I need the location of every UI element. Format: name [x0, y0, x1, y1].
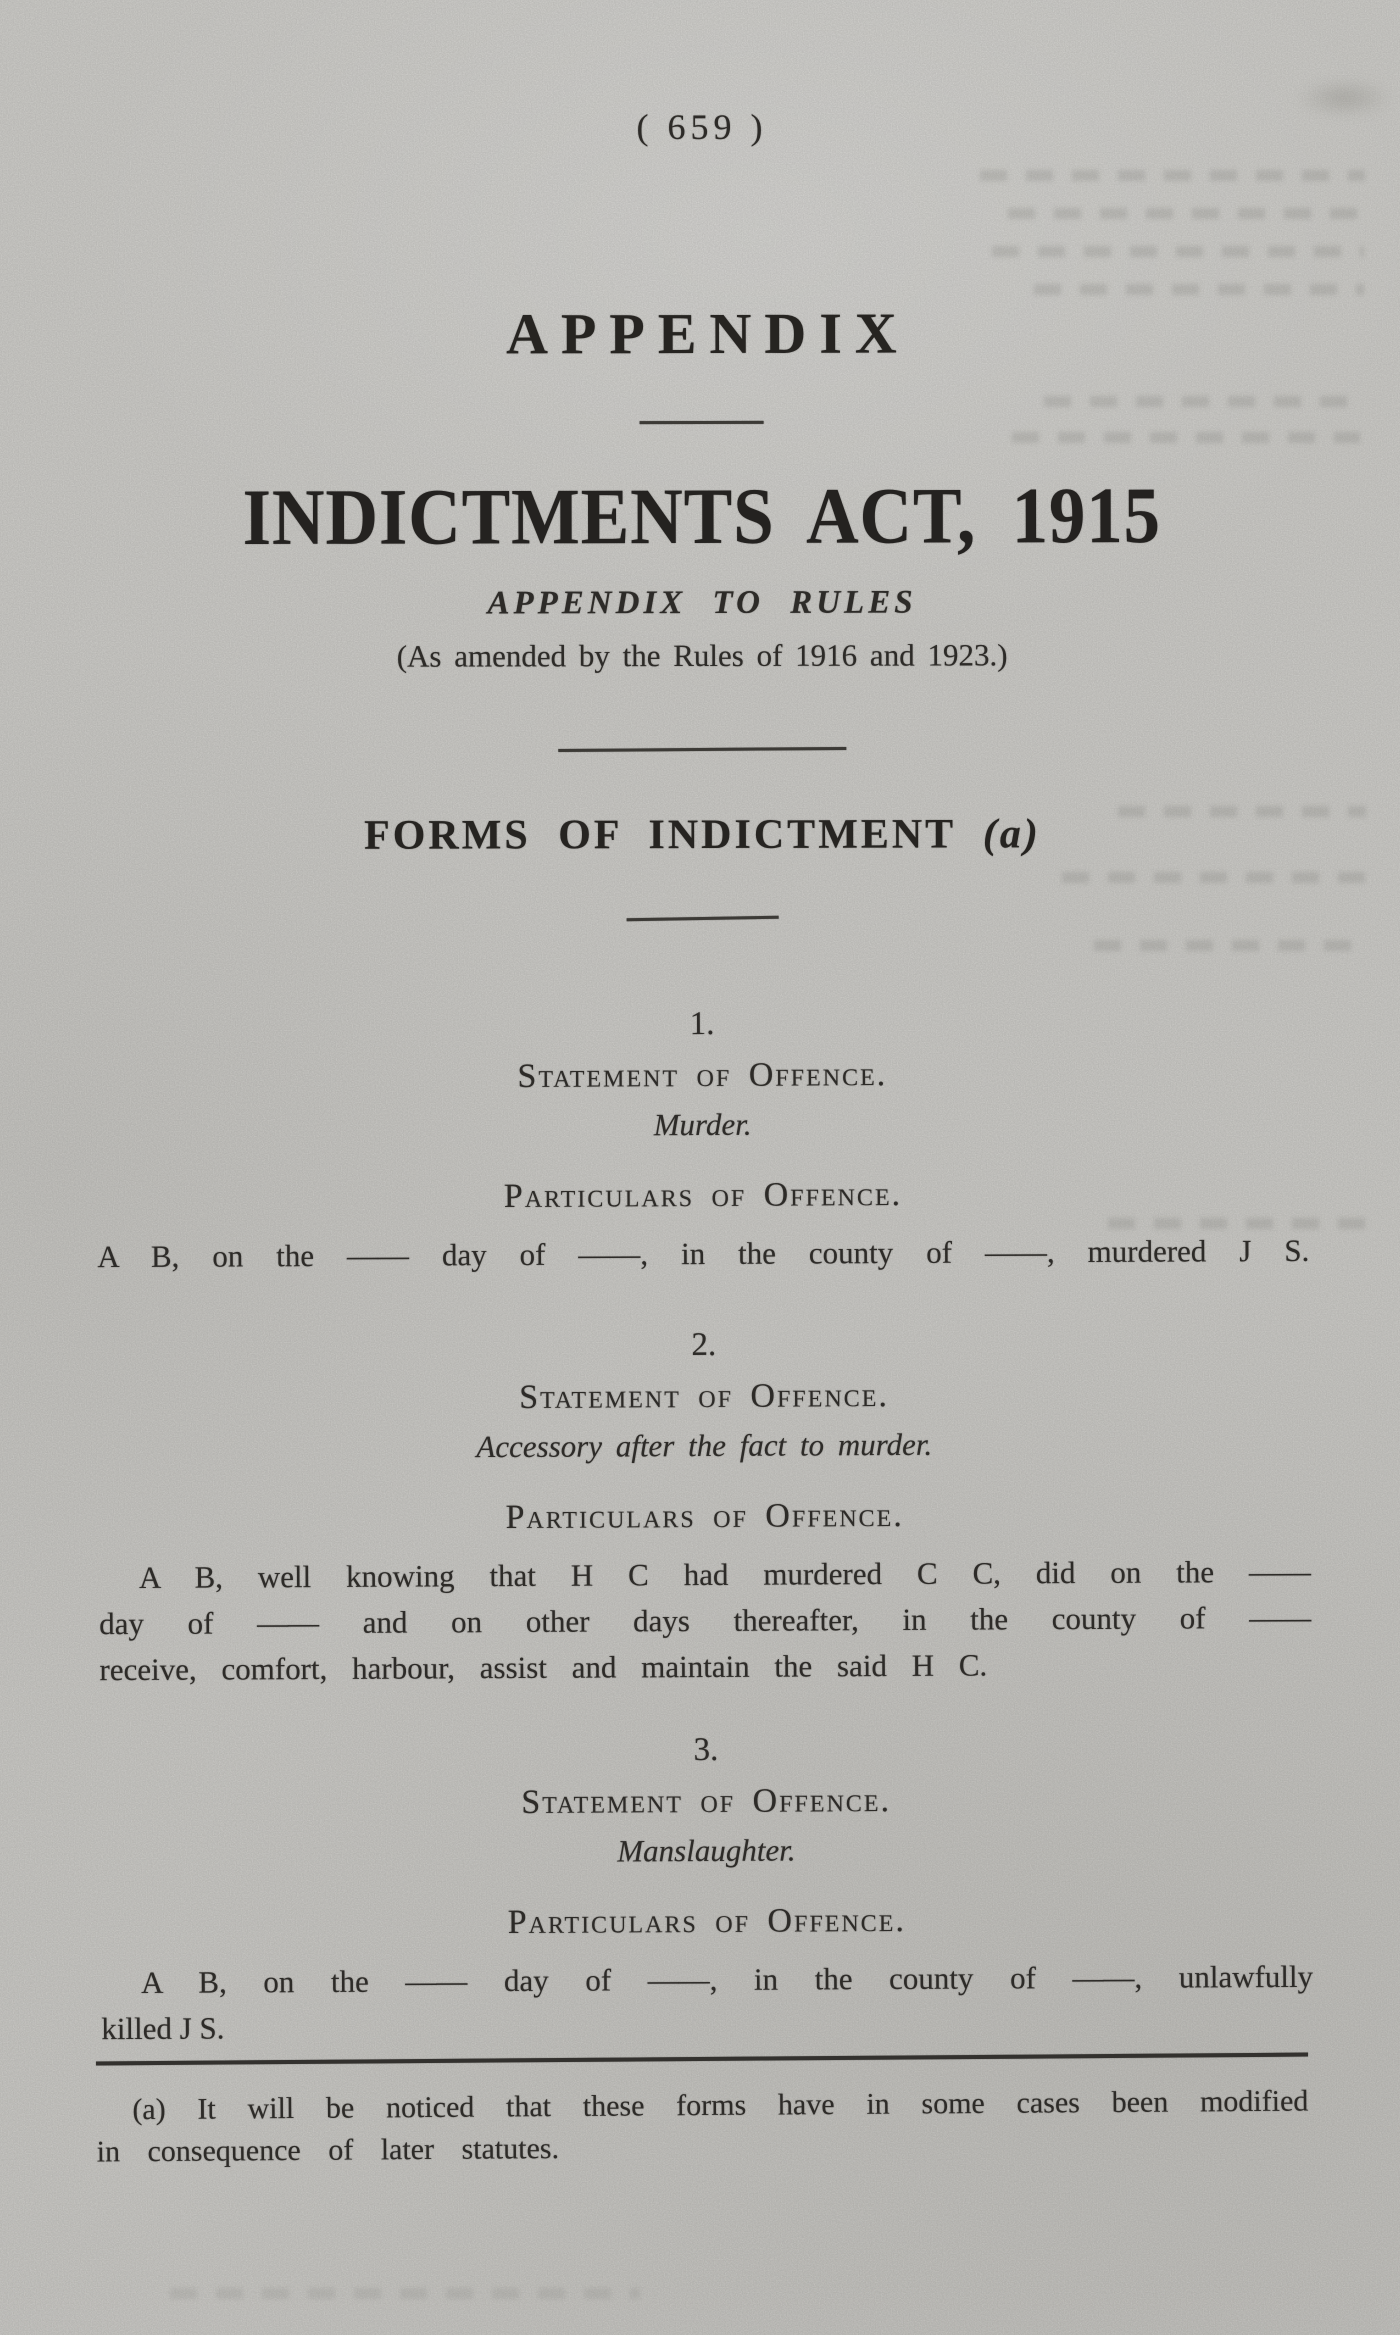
- footnote-separator-rule: [96, 2053, 1308, 2066]
- indictment-form-1: [96, 1003, 1309, 1280]
- particulars-line: killed J S.: [101, 2010, 225, 2047]
- particulars-of-offence-label: Particulars of Offence.: [503, 1175, 903, 1216]
- offence-name: Murder.: [653, 1106, 752, 1143]
- divider-rule: [627, 916, 779, 921]
- particulars-line: A B, on the —— day of ——, in the county of ——, murdered J S.: [97, 1232, 1310, 1275]
- forms-of-indictment-heading: [96, 810, 1308, 861]
- amendment-note: (As amended by the Rules of 1916 and 1923.): [396, 637, 1008, 674]
- indictment-form-3: [100, 1729, 1314, 2052]
- forms-list: [96, 1003, 1313, 2052]
- footnote-text: [96, 2081, 1309, 2174]
- particulars-line: receive, comfort, harbour, assist and maintain the said H C.: [99, 1647, 988, 1688]
- footnote-marker: (a): [982, 811, 1041, 858]
- particulars-text: [101, 1954, 1313, 2052]
- bleed-through-ghost: [170, 2288, 640, 2299]
- footnote-line: in consequence of later statutes.: [96, 2132, 560, 2169]
- page-header-block: [95, 299, 1308, 922]
- section-number: 2.: [691, 1326, 717, 1364]
- particulars-of-offence-label: Particulars of Offence.: [505, 1496, 904, 1537]
- divider-rule: [640, 421, 764, 424]
- particulars-line: A B, on the —— day of ——, in the county of ——, unlawfully: [141, 1958, 1314, 2000]
- appendix-to-rules-subtitle: APPENDIX TO RULES: [487, 584, 917, 622]
- appendix-heading: APPENDIX: [506, 300, 910, 367]
- particulars-line: day of —— and on other days thereafter, in the county of ——: [99, 1599, 1312, 1642]
- particulars-line: A B, well knowing that H C had murdered C C, did on the ——: [138, 1553, 1312, 1595]
- divider-rule: [558, 747, 846, 752]
- page-number: ( 659 ): [636, 107, 768, 147]
- particulars-text: [97, 1228, 1309, 1280]
- section-number: 3.: [693, 1731, 719, 1769]
- indictment-form-2: [98, 1324, 1312, 1693]
- section-number: 1.: [689, 1005, 715, 1043]
- footnote-line: (a) It will be noticed that these forms have in some cases been modified: [132, 2084, 1309, 2127]
- forms-heading-text: FORMS OF INDICTMENT: [364, 811, 956, 859]
- statement-of-offence-label: Statement of Offence.: [517, 1056, 888, 1095]
- statement-of-offence-label: Statement of Offence.: [521, 1782, 892, 1821]
- footnote-block: [96, 2053, 1309, 2174]
- particulars-of-offence-label: Particulars of Offence.: [507, 1901, 907, 1942]
- particulars-text: [99, 1549, 1312, 1693]
- statement-of-offence-label: Statement of Offence.: [519, 1377, 889, 1416]
- offence-name: Manslaughter.: [617, 1832, 796, 1869]
- act-title: INDICTMENTS ACT, 1915: [242, 472, 1161, 562]
- offence-name: Accessory after the fact to murder.: [476, 1426, 933, 1465]
